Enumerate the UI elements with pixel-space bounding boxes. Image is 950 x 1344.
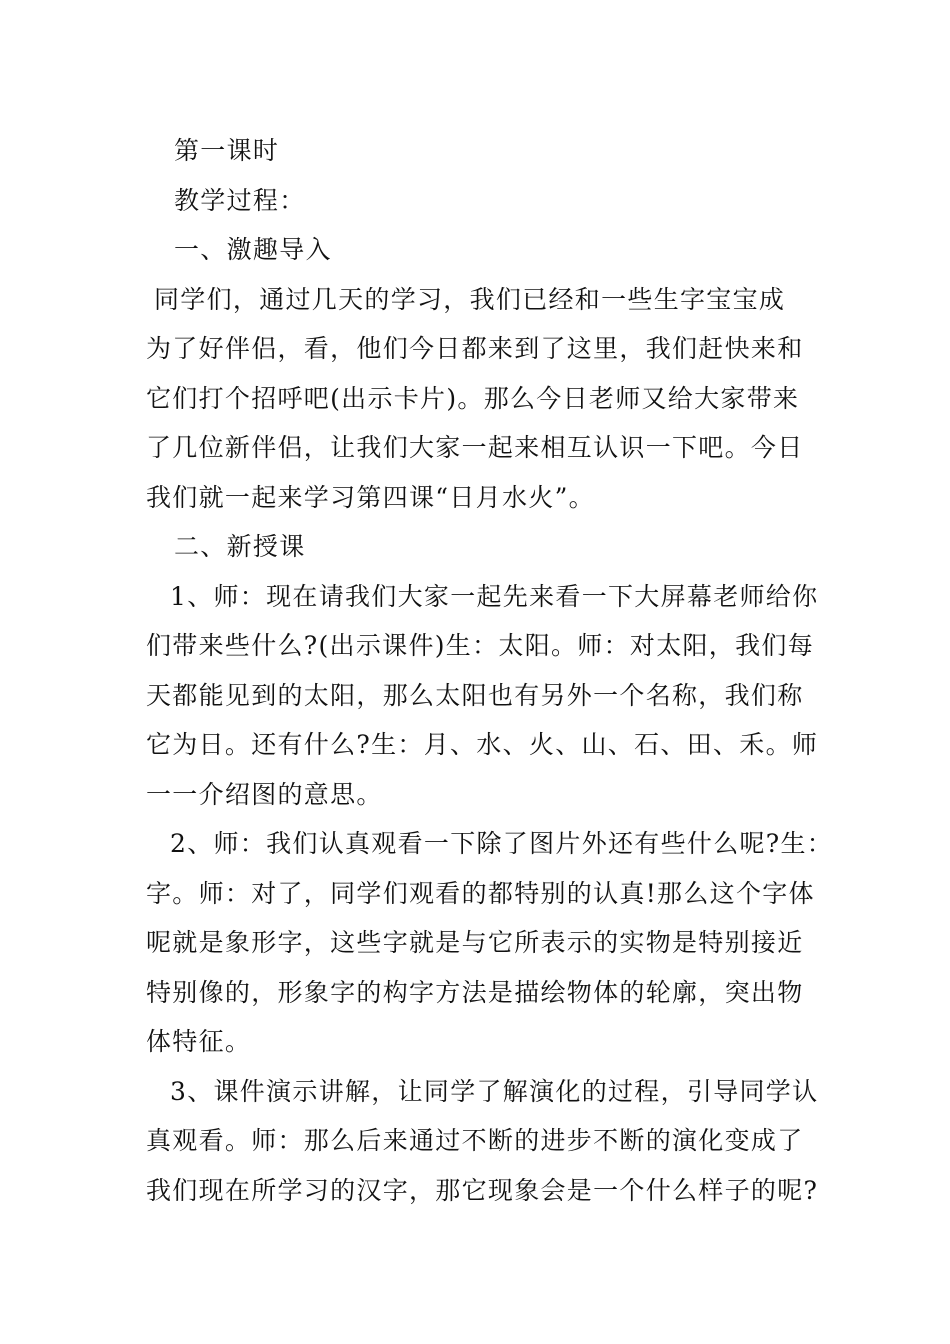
- paragraph-line: 字。师：对了，同学们观看的都特别的认真!那么这个字体: [146, 878, 815, 908]
- paragraph-line: 真观看。师：那么后来通过不断的进步不断的演化变成了: [146, 1126, 804, 1155]
- paragraph-line: 1、师：现在请我们大家一起先来看一下大屏幕老师给你: [170, 581, 819, 611]
- paragraph-line: 3、课件演示讲解，让同学了解演化的过程，引导同学认: [170, 1076, 819, 1106]
- paragraph-line: 了几位新伴侣，让我们大家一起来相互认识一下吧。今日: [146, 433, 804, 462]
- paragraph-line: 它为日。还有什么?生：月、水、火、山、石、田、禾。师: [146, 730, 819, 759]
- process-heading: 教学过程：: [174, 185, 306, 215]
- paragraph-line: 为了好伴侣，看，他们今日都来到了这里，我们赶快来和: [146, 334, 804, 363]
- paragraph-line: 我们就一起来学习第四课“日月水火”。: [146, 482, 595, 512]
- paragraph-line: 呢就是象形字，这些字就是与它所表示的实物是特别接近: [146, 928, 804, 957]
- paragraph-line: 天都能见到的太阳，那么太阳也有另外一个名称，我们称: [146, 680, 804, 710]
- paragraph-line: 体特征。: [146, 1027, 252, 1056]
- paragraph-line: 我们现在所学习的汉字，那它现象会是一个什么样子的呢?: [146, 1175, 819, 1205]
- paragraph-line: 特别像的，形象字的构字方法是描绘物体的轮廓，突出物: [146, 977, 804, 1007]
- paragraph-line: 一一介绍图的意思。: [146, 779, 383, 809]
- section-2-heading: 二、新授课: [174, 532, 306, 561]
- paragraph-line: 同学们，通过几天的学习，我们已经和一些生字宝宝成: [154, 284, 786, 314]
- paragraph-line: 它们打个招呼吧(出示卡片)。那么今日老师又给大家带来: [146, 383, 800, 413]
- paragraph-line: 们带来些什么?(出示课件)生：太阳。师：对太阳，我们每: [146, 631, 815, 660]
- section-1-heading: 一、激趣导入: [174, 235, 332, 264]
- document-body: [146, 126, 834, 1215]
- paragraph-line: 2、师：我们认真观看一下除了图片外还有些什么呢?生：: [170, 829, 834, 858]
- lesson-title: 第一课时: [174, 136, 280, 165]
